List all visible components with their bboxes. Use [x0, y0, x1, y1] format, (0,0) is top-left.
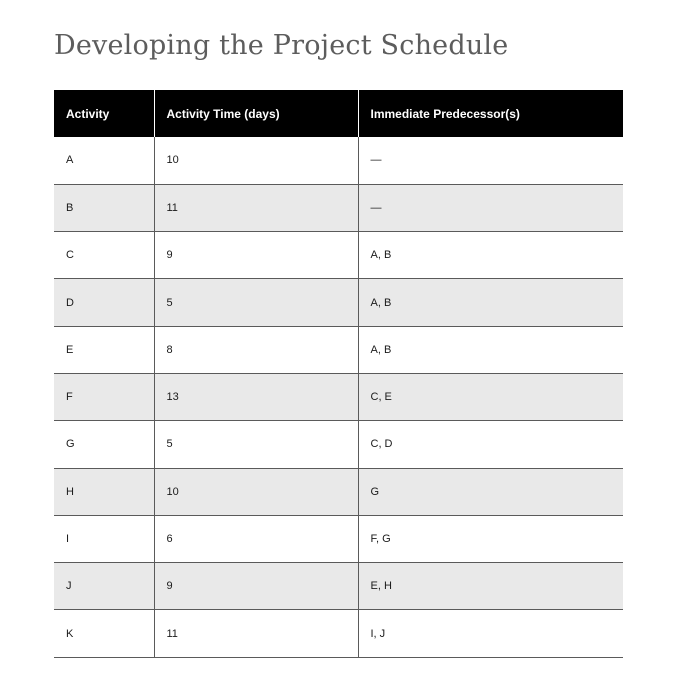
predecessors-cell: —: [358, 184, 623, 231]
activity-time-cell: 10: [154, 468, 358, 515]
table-row: [54, 279, 623, 326]
activity-time-cell: 6: [154, 515, 358, 562]
activity-time-cell: 13: [154, 373, 358, 420]
activity-time-cell: 10: [154, 137, 358, 184]
table-row: [54, 468, 623, 515]
activity-cell: D: [54, 279, 154, 326]
table-row: [54, 137, 623, 184]
predecessors-cell: E, H: [358, 563, 623, 610]
table-row: [54, 421, 623, 468]
activity-cell: B: [54, 184, 154, 231]
predecessors-cell: —: [358, 137, 623, 184]
activity-cell: E: [54, 326, 154, 373]
project-schedule-table: [54, 90, 623, 658]
activity-time-cell: 5: [154, 279, 358, 326]
activity-time-cell: 5: [154, 421, 358, 468]
predecessors-cell: I, J: [358, 610, 623, 657]
activity-time-cell: 9: [154, 232, 358, 279]
table-row: [54, 610, 623, 657]
predecessors-cell: A, B: [358, 232, 623, 279]
activity-cell: H: [54, 468, 154, 515]
column-header-immediate-predecessors: Immediate Predecessor(s): [358, 90, 623, 137]
activity-cell: J: [54, 563, 154, 610]
activity-cell: I: [54, 515, 154, 562]
activity-cell: K: [54, 610, 154, 657]
activity-cell: F: [54, 373, 154, 420]
predecessors-cell: F, G: [358, 515, 623, 562]
activity-time-cell: 11: [154, 610, 358, 657]
activity-time-cell: 8: [154, 326, 358, 373]
predecessors-cell: G: [358, 468, 623, 515]
page-title: Developing the Project Schedule: [54, 30, 509, 61]
table-row: [54, 515, 623, 562]
column-header-activity-time: Activity Time (days): [154, 90, 358, 137]
predecessors-cell: A, B: [358, 279, 623, 326]
predecessors-cell: A, B: [358, 326, 623, 373]
predecessors-cell: C, E: [358, 373, 623, 420]
activity-time-cell: 9: [154, 563, 358, 610]
activity-time-cell: 11: [154, 184, 358, 231]
activity-cell: A: [54, 137, 154, 184]
activity-cell: C: [54, 232, 154, 279]
table-row: [54, 373, 623, 420]
table-row: [54, 563, 623, 610]
table-row: [54, 232, 623, 279]
activity-cell: G: [54, 421, 154, 468]
column-header-activity: Activity: [54, 90, 154, 137]
table-row: [54, 326, 623, 373]
table-header-row: [54, 90, 623, 137]
predecessors-cell: C, D: [358, 421, 623, 468]
table-row: [54, 184, 623, 231]
